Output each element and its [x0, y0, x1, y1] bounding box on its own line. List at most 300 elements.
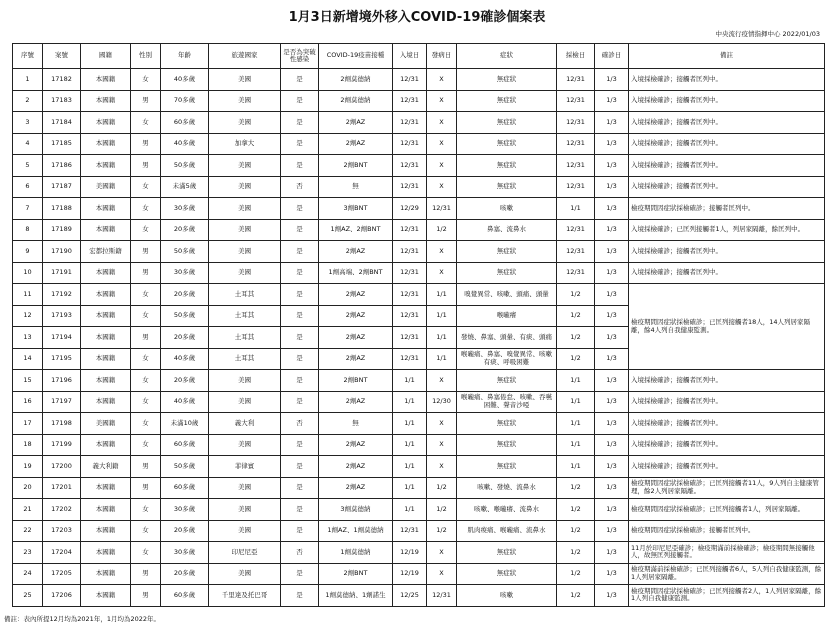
table-cell: 1/2: [557, 477, 595, 499]
table-cell: 咳嗽、喉嚨癢、流鼻水: [457, 499, 557, 521]
table-cell: 義大利: [209, 413, 281, 435]
table-cell: 本國籍: [81, 305, 131, 327]
table-cell: 1/3: [595, 542, 629, 564]
table-cell: 13: [13, 327, 43, 349]
table-cell: 1/3: [595, 499, 629, 521]
table-cell: 17187: [43, 176, 81, 198]
table-cell: 土耳其: [209, 284, 281, 306]
table-cell: 1/3: [595, 456, 629, 478]
table-cell: 12/25: [393, 585, 427, 607]
table-row: [13, 477, 825, 499]
table-cell: 30多歲: [161, 499, 209, 521]
table-cell: 20多歲: [161, 520, 209, 542]
table-cell: 1/3: [595, 133, 629, 155]
table-cell: 20多歲: [161, 563, 209, 585]
table-cell: X: [427, 370, 457, 392]
table-cell: 1/1: [393, 413, 427, 435]
table-cell: 2劑AZ: [319, 348, 393, 370]
table-cell: 1劑莫德納、1劑諾生: [319, 585, 393, 607]
table-cell: 12/31: [557, 155, 595, 177]
table-cell: 30多歲: [161, 262, 209, 284]
table-cell: 女: [131, 413, 161, 435]
table-row: [13, 520, 825, 542]
table-cell: 20多歲: [161, 370, 209, 392]
table-cell: 19: [13, 456, 43, 478]
table-cell: X: [427, 90, 457, 112]
table-cell: 是: [281, 90, 319, 112]
table-cell: 1/3: [595, 413, 629, 435]
column-header: COVID-19疫苗接種: [319, 44, 393, 69]
table-cell: 是: [281, 456, 319, 478]
table-cell: 土耳其: [209, 305, 281, 327]
table-cell-note: 入境採檢確診；接觸者匡列中。: [629, 69, 825, 91]
table-cell: 30多歲: [161, 542, 209, 564]
table-cell: 無症狀: [457, 434, 557, 456]
table-cell: 女: [131, 348, 161, 370]
table-cell: X: [427, 456, 457, 478]
table-cell: 發燒、鼻塞、頭暈、有痰、頭痛: [457, 327, 557, 349]
table-cell: 1/1: [557, 434, 595, 456]
table-cell: 是: [281, 155, 319, 177]
table-cell: 無症狀: [457, 542, 557, 564]
table-cell: 美國籍: [81, 176, 131, 198]
table-cell: 17198: [43, 413, 81, 435]
table-cell: 土耳其: [209, 348, 281, 370]
table-cell: 3劑BNT: [319, 198, 393, 220]
table-row: [13, 563, 825, 585]
table-cell: 17: [13, 413, 43, 435]
column-header: 年齡: [161, 44, 209, 69]
table-cell: 12/19: [393, 563, 427, 585]
table-row: [13, 69, 825, 91]
table-cell: 菲律賓: [209, 456, 281, 478]
table-cell: 男: [131, 133, 161, 155]
table-cell: 12/31: [557, 219, 595, 241]
table-cell: 無症狀: [457, 155, 557, 177]
table-cell: 11: [13, 284, 43, 306]
table-cell: 1/1: [557, 413, 595, 435]
table-cell: 1/3: [595, 391, 629, 413]
table-row: [13, 262, 825, 284]
table-cell: 本國籍: [81, 112, 131, 134]
table-cell: 是: [281, 348, 319, 370]
table-cell: 17186: [43, 155, 81, 177]
table-cell: 12/31: [557, 262, 595, 284]
table-cell: 本國籍: [81, 563, 131, 585]
table-cell: 1: [13, 69, 43, 91]
table-cell: 咳嗽: [457, 198, 557, 220]
table-cell: 2劑AZ: [319, 241, 393, 263]
table-cell: 12/31: [393, 112, 427, 134]
table-cell: 1劑高端、2劑BNT: [319, 262, 393, 284]
table-cell: 美國: [209, 391, 281, 413]
table-cell: X: [427, 434, 457, 456]
table-cell: 是: [281, 133, 319, 155]
table-cell: 7: [13, 198, 43, 220]
column-header: 備註: [629, 44, 825, 69]
table-cell: 是: [281, 520, 319, 542]
table-cell: 12/31: [393, 348, 427, 370]
table-cell: 男: [131, 90, 161, 112]
table-cell: 本國籍: [81, 262, 131, 284]
table-cell: 1/1: [557, 456, 595, 478]
table-cell: 1/2: [427, 477, 457, 499]
table-cell: 1劑AZ、2劑BNT: [319, 219, 393, 241]
table-cell: 17185: [43, 133, 81, 155]
table-cell: 本國籍: [81, 90, 131, 112]
table-cell: 美國: [209, 69, 281, 91]
table-cell: 18: [13, 434, 43, 456]
table-cell: 12/29: [393, 198, 427, 220]
table-cell: 1/1: [427, 284, 457, 306]
table-cell: 60多歲: [161, 585, 209, 607]
table-cell-note: 入境採檢確診；接觸者匡列中。: [629, 90, 825, 112]
table-cell: 是: [281, 327, 319, 349]
table-cell: X: [427, 563, 457, 585]
table-cell: 男: [131, 585, 161, 607]
table-cell: 鼻塞、流鼻水: [457, 219, 557, 241]
table-cell: 17203: [43, 520, 81, 542]
table-cell: 3劑莫德納: [319, 499, 393, 521]
table-cell: 17194: [43, 327, 81, 349]
table-cell: 是: [281, 284, 319, 306]
table-cell: 12/31: [557, 176, 595, 198]
table-cell: 17182: [43, 69, 81, 91]
table-cell: 60多歲: [161, 112, 209, 134]
table-cell: 1/3: [595, 176, 629, 198]
table-cell: 15: [13, 370, 43, 392]
table-cell: 喉嚨痛、鼻塞倦怠、咳嗽、吞嚥困難、聲音沙啞: [457, 391, 557, 413]
table-cell: X: [427, 69, 457, 91]
table-cell-note: 入境採檢確診；接觸者匡列中。: [629, 176, 825, 198]
table-cell: 12/31: [557, 90, 595, 112]
table-row: [13, 434, 825, 456]
table-cell: 無症狀: [457, 69, 557, 91]
table-cell: 女: [131, 520, 161, 542]
table-body: [13, 69, 825, 607]
table-cell-note: 入境採檢確診；接觸者匡列中。: [629, 391, 825, 413]
table-cell: 否: [281, 542, 319, 564]
table-cell: 17202: [43, 499, 81, 521]
table-cell: 1/3: [595, 370, 629, 392]
table-cell: 加拿大: [209, 133, 281, 155]
table-cell: 1/2: [557, 585, 595, 607]
footnote: 備註：表內所提12月均為2021年，1月均為2022年。: [4, 615, 160, 623]
table-cell: 20多歲: [161, 284, 209, 306]
table-cell: 本國籍: [81, 542, 131, 564]
table-cell: 印尼尼亞: [209, 542, 281, 564]
table-cell: 50多歲: [161, 241, 209, 263]
table-cell: 17200: [43, 456, 81, 478]
table-cell: 12/31: [557, 133, 595, 155]
table-cell: 30多歲: [161, 198, 209, 220]
table-cell: 1/2: [427, 219, 457, 241]
table-cell: 女: [131, 284, 161, 306]
table-cell: 1/3: [595, 434, 629, 456]
table-cell: 本國籍: [81, 391, 131, 413]
table-row: [13, 219, 825, 241]
table-row: [13, 585, 825, 607]
table-cell: 12/31: [393, 262, 427, 284]
column-header: 序號: [13, 44, 43, 69]
table-cell: 本國籍: [81, 434, 131, 456]
column-header: 症狀: [457, 44, 557, 69]
table-cell: 12/31: [557, 241, 595, 263]
table-cell: 17189: [43, 219, 81, 241]
table-cell: 20: [13, 477, 43, 499]
column-header: 是否為突破性感染: [281, 44, 319, 69]
table-cell: 女: [131, 176, 161, 198]
table-cell: X: [427, 262, 457, 284]
table-cell: 1/3: [595, 262, 629, 284]
table-cell: 否: [281, 413, 319, 435]
table-cell: 70多歲: [161, 90, 209, 112]
table-cell: 是: [281, 198, 319, 220]
table-cell: 12/31: [393, 327, 427, 349]
table-row: [13, 133, 825, 155]
table-cell: 1/2: [557, 520, 595, 542]
table-cell: 無症狀: [457, 112, 557, 134]
table-cell: 1/3: [595, 219, 629, 241]
table-cell: 1/2: [557, 284, 595, 306]
table-cell: 12/31: [393, 69, 427, 91]
table-cell: 8: [13, 219, 43, 241]
table-cell: 17183: [43, 90, 81, 112]
header-row: [13, 44, 825, 69]
table-cell: 男: [131, 241, 161, 263]
table-cell: 是: [281, 391, 319, 413]
table-cell: 1/3: [595, 241, 629, 263]
table-cell: 女: [131, 542, 161, 564]
table-cell: 本國籍: [81, 219, 131, 241]
table-cell: 是: [281, 69, 319, 91]
table-cell: 12/30: [427, 391, 457, 413]
page-title: 1月3日新增境外移入COVID-19確診個案表: [288, 10, 546, 25]
table-cell: 2劑BNT: [319, 563, 393, 585]
table-cell: 美國: [209, 241, 281, 263]
table-cell: 是: [281, 305, 319, 327]
table-cell: 本國籍: [81, 327, 131, 349]
table-cell: 2劑AZ: [319, 305, 393, 327]
table-cell-note: 入境採檢確診；接觸者匡列中。: [629, 155, 825, 177]
table-cell: 12/31: [427, 585, 457, 607]
table-cell: 是: [281, 370, 319, 392]
table-cell: 義大利籍: [81, 456, 131, 478]
column-header: 採檢日: [557, 44, 595, 69]
table-cell: X: [427, 176, 457, 198]
table-cell: 17201: [43, 477, 81, 499]
table-row: [13, 198, 825, 220]
table-cell: 1/3: [595, 305, 629, 327]
column-header: 確診日: [595, 44, 629, 69]
table-cell: X: [427, 112, 457, 134]
table-cell-note: 入境採檢確診；接觸者匡列中。: [629, 262, 825, 284]
table-cell: 1/3: [595, 477, 629, 499]
table-cell: 40多歲: [161, 348, 209, 370]
table-cell: 1/2: [557, 542, 595, 564]
table-cell: 否: [281, 176, 319, 198]
table-cell: 24: [13, 563, 43, 585]
table-cell: 2劑AZ: [319, 284, 393, 306]
table-cell: 1/3: [595, 585, 629, 607]
table-cell: 22: [13, 520, 43, 542]
table-cell: 本國籍: [81, 477, 131, 499]
table-cell: 是: [281, 262, 319, 284]
table-cell: 12/31: [393, 305, 427, 327]
table-cell-note: 檢疫期間因症狀採檢確診；已匡列接觸者18人，14人列居家隔離，餘4人列自我健康監測。: [629, 284, 825, 370]
table-cell: 1/2: [427, 499, 457, 521]
table-cell: 5: [13, 155, 43, 177]
table-cell: 9: [13, 241, 43, 263]
table-cell: 17191: [43, 262, 81, 284]
table-row: [13, 413, 825, 435]
table-cell: 肌肉痠痛、喉嚨痛、流鼻水: [457, 520, 557, 542]
table-cell: 6: [13, 176, 43, 198]
table-cell-note: 入境採檢確診；接觸者匡列中。: [629, 456, 825, 478]
table-cell: 土耳其: [209, 327, 281, 349]
table-cell: 1/2: [557, 327, 595, 349]
table-cell: 1/3: [595, 327, 629, 349]
table-cell: 美國: [209, 499, 281, 521]
table-cell: 12/31: [557, 112, 595, 134]
table-cell: 1/3: [595, 112, 629, 134]
table-cell: 美國: [209, 176, 281, 198]
table-cell-note: 入境採檢確診；接觸者匡列中。: [629, 370, 825, 392]
table-cell: 女: [131, 69, 161, 91]
table-cell: 50多歲: [161, 305, 209, 327]
table-cell: 1/2: [557, 305, 595, 327]
table-cell: 1/1: [557, 198, 595, 220]
table-cell: 美國: [209, 370, 281, 392]
table-cell: 17199: [43, 434, 81, 456]
table-cell: 12/31: [393, 176, 427, 198]
table-cell: 40多歲: [161, 69, 209, 91]
table-cell: 是: [281, 241, 319, 263]
table-cell: 2: [13, 90, 43, 112]
table-cell: 是: [281, 477, 319, 499]
table-cell: 女: [131, 499, 161, 521]
table-cell: 2劑AZ: [319, 434, 393, 456]
table-cell: 無: [319, 413, 393, 435]
table-cell: 12/31: [393, 241, 427, 263]
table-cell-note: 檢疫期間因症狀採檢確診；已匡列接觸者11人，9人列自主健康管理，餘2人列居家隔離。: [629, 477, 825, 499]
table-cell: 1/3: [595, 155, 629, 177]
table-cell: 宏都拉斯籍: [81, 241, 131, 263]
table-cell-note: 入境採檢確診；已匡列接觸者1人，列居家隔離，餘匡列中。: [629, 219, 825, 241]
table-cell: 本國籍: [81, 585, 131, 607]
table-cell: 17204: [43, 542, 81, 564]
table-cell: 2劑AZ: [319, 133, 393, 155]
table-cell: 未滿10歲: [161, 413, 209, 435]
table-cell: 50多歲: [161, 155, 209, 177]
table-cell: 是: [281, 499, 319, 521]
table-cell: 1/1: [393, 434, 427, 456]
table-cell: 17184: [43, 112, 81, 134]
table-cell: 本國籍: [81, 520, 131, 542]
table-cell: 女: [131, 391, 161, 413]
table-cell: 美國: [209, 90, 281, 112]
table-cell: 本國籍: [81, 69, 131, 91]
table-cell: 男: [131, 456, 161, 478]
table-cell: 1/1: [427, 305, 457, 327]
table-cell: 本國籍: [81, 370, 131, 392]
table-cell: 無症狀: [457, 241, 557, 263]
table-row: [13, 391, 825, 413]
table-row: [13, 90, 825, 112]
table-cell: 無: [319, 176, 393, 198]
table-cell: 17196: [43, 370, 81, 392]
table-cell: 千里達及托巴哥: [209, 585, 281, 607]
table-cell: 12/31: [393, 90, 427, 112]
table-cell: 咳嗽、發燒、流鼻水: [457, 477, 557, 499]
table-cell: 未滿5歲: [161, 176, 209, 198]
table-cell: 女: [131, 305, 161, 327]
table-cell: 美國: [209, 112, 281, 134]
table-cell: 1/1: [393, 477, 427, 499]
table-cell-note: 檢疫期間因症狀採檢確診；接觸者匡列中。: [629, 520, 825, 542]
table-cell-note: 入境採檢確診；接觸者匡列中。: [629, 413, 825, 435]
table-cell: 女: [131, 370, 161, 392]
table-cell: 1/3: [595, 563, 629, 585]
table-row: [13, 456, 825, 478]
table-cell: 60多歲: [161, 434, 209, 456]
table-cell: 17205: [43, 563, 81, 585]
table-cell: 20多歲: [161, 219, 209, 241]
table-cell: 23: [13, 542, 43, 564]
table-cell: 本國籍: [81, 284, 131, 306]
table-cell: 女: [131, 219, 161, 241]
table-cell-note: 11月於印尼尼亞確診；檢疫期滿前採檢確診；檢疫期間無接觸他人，故無匡列接觸者。: [629, 542, 825, 564]
table-cell: 本國籍: [81, 348, 131, 370]
table-cell: 無症狀: [457, 133, 557, 155]
table-cell: 1/2: [557, 499, 595, 521]
table-row: [13, 542, 825, 564]
table-cell: 2劑AZ: [319, 477, 393, 499]
cases-table: [12, 43, 825, 607]
table-cell: 1/1: [427, 348, 457, 370]
table-cell: 嗅覺異常、咳嗽、頭痛、頭暈: [457, 284, 557, 306]
table-cell: 10: [13, 262, 43, 284]
table-cell: 美國籍: [81, 413, 131, 435]
table-cell: 12/31: [557, 69, 595, 91]
table-cell: 無症狀: [457, 456, 557, 478]
table-cell: 無症狀: [457, 176, 557, 198]
table-cell: 1/2: [557, 563, 595, 585]
table-cell: 1/3: [595, 520, 629, 542]
table-cell: 1/1: [557, 370, 595, 392]
table-cell: 本國籍: [81, 499, 131, 521]
table-cell: 美國: [209, 262, 281, 284]
table-cell: 12/31: [393, 520, 427, 542]
table-cell: 25: [13, 585, 43, 607]
table-cell: 2劑BNT: [319, 370, 393, 392]
table-cell: 無症狀: [457, 370, 557, 392]
table-cell: 美國: [209, 563, 281, 585]
table-cell: 40多歲: [161, 133, 209, 155]
table-cell: X: [427, 133, 457, 155]
table-cell: 1/1: [393, 370, 427, 392]
table-row: [13, 241, 825, 263]
table-cell: 美國: [209, 520, 281, 542]
table-cell: 是: [281, 112, 319, 134]
table-cell: 1/3: [595, 69, 629, 91]
table-cell-note: 檢疫期間因症狀採檢確診；接觸者匡列中。: [629, 198, 825, 220]
table-cell: X: [427, 241, 457, 263]
table-row: [13, 499, 825, 521]
table-cell: 是: [281, 585, 319, 607]
table-row: [13, 176, 825, 198]
table-cell-note: 入境採檢確診；接觸者匡列中。: [629, 434, 825, 456]
